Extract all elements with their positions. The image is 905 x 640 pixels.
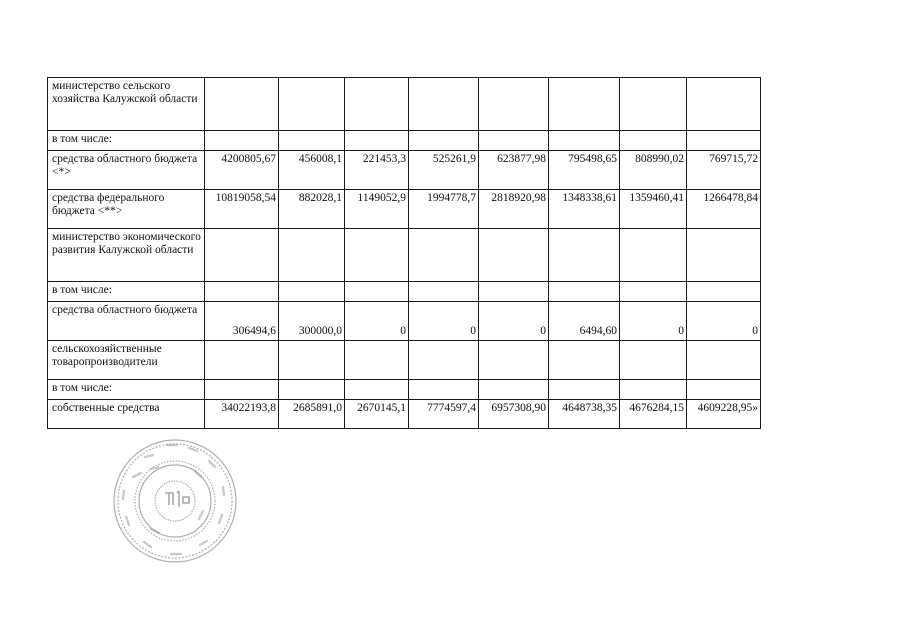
empty-cell	[409, 341, 479, 380]
empty-cell	[205, 282, 279, 302]
value-cell: 4609228,95»	[687, 400, 761, 429]
table-row	[48, 380, 761, 400]
empty-cell	[205, 78, 279, 131]
value-cell: 6957308,90	[479, 400, 549, 429]
value-cell: 0	[479, 302, 549, 341]
row-label: средства областного бюджета	[48, 302, 205, 341]
value-cell: 6494,60	[549, 302, 620, 341]
empty-cell	[279, 78, 345, 131]
empty-cell	[205, 341, 279, 380]
table-row	[48, 282, 761, 302]
empty-cell	[479, 282, 549, 302]
empty-cell	[279, 229, 345, 282]
row-label: министерство экономического развития Калужской области	[48, 229, 205, 282]
value-cell: 221453,3	[345, 151, 409, 190]
table-row	[48, 341, 761, 380]
value-cell: 306494,6	[205, 302, 279, 341]
empty-cell	[620, 282, 687, 302]
empty-cell	[479, 380, 549, 400]
value-cell: 300000,0	[279, 302, 345, 341]
empty-cell	[549, 282, 620, 302]
value-cell: 34022193,8	[205, 400, 279, 429]
empty-cell	[620, 341, 687, 380]
empty-cell	[409, 78, 479, 131]
value-cell: 4676284,15	[620, 400, 687, 429]
empty-cell	[409, 229, 479, 282]
value-cell: 0	[345, 302, 409, 341]
table-row	[48, 302, 761, 341]
value-cell: 1348338,61	[549, 190, 620, 229]
row-label: в том числе:	[48, 282, 205, 302]
empty-cell	[205, 229, 279, 282]
empty-cell	[409, 131, 479, 151]
empty-cell	[620, 131, 687, 151]
empty-cell	[345, 282, 409, 302]
empty-cell	[687, 131, 761, 151]
empty-cell	[549, 229, 620, 282]
empty-cell	[687, 380, 761, 400]
empty-cell	[279, 131, 345, 151]
empty-cell	[620, 380, 687, 400]
empty-cell	[549, 131, 620, 151]
row-label: собственные средства	[48, 400, 205, 429]
empty-cell	[479, 341, 549, 380]
row-label: сельскохозяйственные товаропроизводители	[48, 341, 205, 380]
empty-cell	[279, 282, 345, 302]
value-cell: 4648738,35	[549, 400, 620, 429]
empty-cell	[205, 131, 279, 151]
value-cell: 882028,1	[279, 190, 345, 229]
table-row	[48, 78, 761, 131]
row-label: в том числе:	[48, 380, 205, 400]
empty-cell	[345, 131, 409, 151]
value-cell: 0	[409, 302, 479, 341]
empty-cell	[620, 78, 687, 131]
value-cell: 7774597,4	[409, 400, 479, 429]
value-cell: 0	[620, 302, 687, 341]
row-label: в том числе:	[48, 131, 205, 151]
empty-cell	[479, 131, 549, 151]
empty-cell	[479, 78, 549, 131]
row-label: средства областного бюджета <*>	[48, 151, 205, 190]
empty-cell	[409, 282, 479, 302]
empty-cell	[345, 78, 409, 131]
value-cell: 808990,02	[620, 151, 687, 190]
value-cell: 4200805,67	[205, 151, 279, 190]
empty-cell	[687, 229, 761, 282]
empty-cell	[549, 380, 620, 400]
value-cell: 623877,98	[479, 151, 549, 190]
row-label: министерство сельского хозяйства Калужской области	[48, 78, 205, 131]
empty-cell	[620, 229, 687, 282]
table-row	[48, 229, 761, 282]
value-cell: 456008,1	[279, 151, 345, 190]
empty-cell	[687, 78, 761, 131]
value-cell: 1266478,84	[687, 190, 761, 229]
official-seal	[111, 437, 239, 565]
value-cell: 795498,65	[549, 151, 620, 190]
value-cell: 0	[687, 302, 761, 341]
value-cell: 10819058,54	[205, 190, 279, 229]
value-cell: 1994778,7	[409, 190, 479, 229]
table-row	[48, 190, 761, 229]
empty-cell	[687, 341, 761, 380]
empty-cell	[205, 380, 279, 400]
row-label: средства федерального бюджета <**>	[48, 190, 205, 229]
empty-cell	[279, 380, 345, 400]
value-cell: 769715,72	[687, 151, 761, 190]
table-row	[48, 400, 761, 429]
value-cell: 525261,9	[409, 151, 479, 190]
table-row	[48, 151, 761, 190]
empty-cell	[479, 229, 549, 282]
budget-table	[47, 77, 761, 429]
empty-cell	[549, 341, 620, 380]
value-cell: 2685891,0	[279, 400, 345, 429]
empty-cell	[345, 380, 409, 400]
empty-cell	[345, 229, 409, 282]
value-cell: 2818920,98	[479, 190, 549, 229]
empty-cell	[549, 78, 620, 131]
empty-cell	[687, 282, 761, 302]
empty-cell	[345, 341, 409, 380]
empty-cell	[279, 341, 345, 380]
table-row	[48, 131, 761, 151]
value-cell: 1359460,41	[620, 190, 687, 229]
empty-cell	[409, 380, 479, 400]
value-cell: 2670145,1	[345, 400, 409, 429]
value-cell: 1149052,9	[345, 190, 409, 229]
